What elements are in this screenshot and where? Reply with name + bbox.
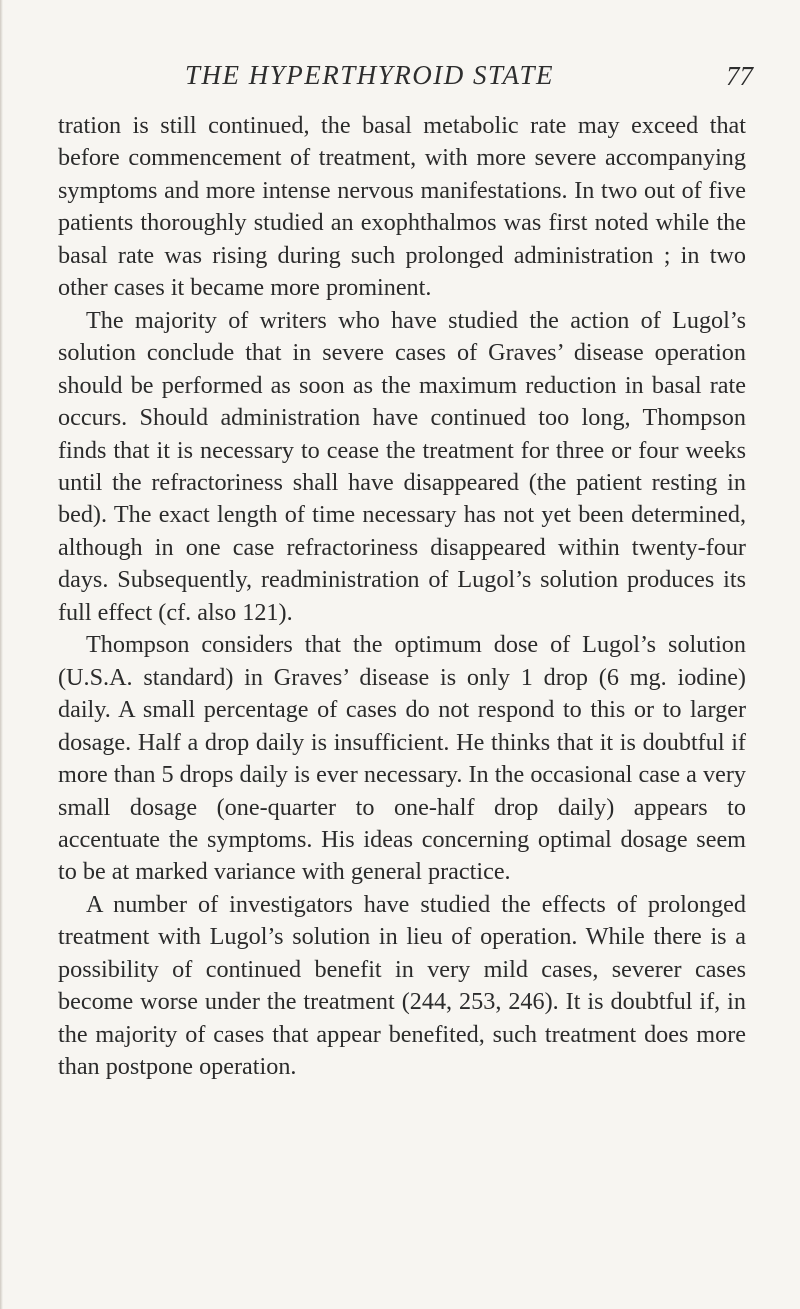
paragraph-1: tration is still continued, the basal metabolic rate may exceed that before commencement of treatment, with more severe accompanying symptoms and more intense nervous manifestations. In two out of five patients thoroughly studied an exophthalmos was first noted while the basal rate was rising during such prolonged administration ; in two other cases it became more prominent. xyxy=(58,112,746,302)
paragraph-4: A number of investigators have studied the effects of prolonged treatment with Lugol’s solution in lieu of operation. While there is a possibility of continued benefit in very mild cases, severer cases become worse under the treatment (244, 253, 246). It is doubtful if, in the majority of cases that appear benefited, such treatment does more than postpone operation. xyxy=(58,890,746,1081)
body-text xyxy=(58,110,746,1084)
paragraph-2: The majority of writers who have studied the action of Lugol’s solution conclude that in severe cases of Graves’ disease operation should be performed as soon as the maximum reduction in basal rate occurs. Should administration have continued too long, Thompson finds that it is necessary to cease the treatment for three or four weeks until the refractoriness shall have disappeared (the patient resting in bed). The exact length of time necessary has not yet been determined, although in one case refractoriness disappeared within twenty-four days. Subsequently, readministration of Lugol’s solution produces its full effect (cf. also 121). xyxy=(58,306,746,626)
page-edge-shadow xyxy=(0,0,3,1309)
page-number: 77 xyxy=(726,61,753,91)
running-title: THE HYPERTHYROID STATE xyxy=(185,60,555,90)
paragraph-3: Thompson considers that the optimum dose of Lugol’s solution (U.S.A. standard) in Graves’ disease is only 1 drop (6 mg. iodine) daily. A small percentage of cases do not respond to this or to larger dosage. Half a drop daily is insufficient. He thinks that it is doubtful if more than 5 drops daily is ever necessary. In the occasional case a very small dosage (one-quarter to one-half drop daily) appears to accentuate the symptoms. His ideas concerning optimal dosage seem to be at marked variance with general practice. xyxy=(58,631,746,886)
